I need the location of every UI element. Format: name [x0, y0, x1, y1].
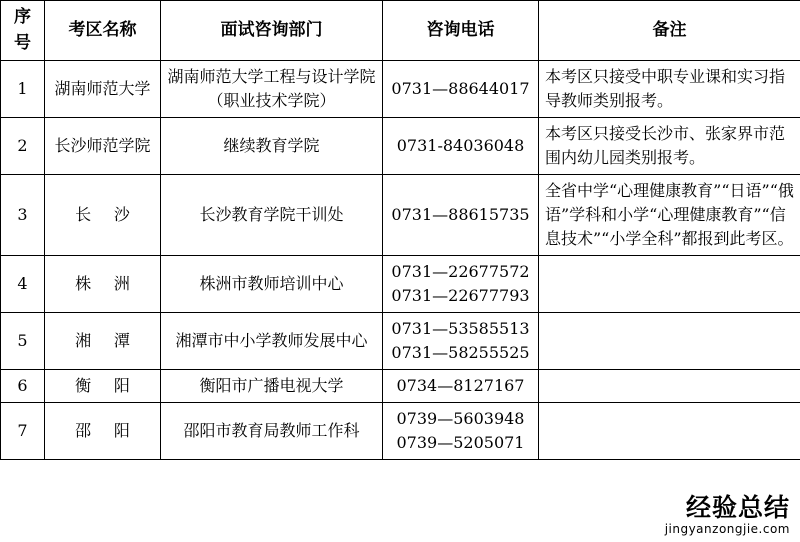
- table-header-row: [1, 1, 800, 61]
- cell-consult-department: 衡阳市广播电视大学: [161, 370, 383, 403]
- column-header-remark: 备注: [539, 1, 800, 61]
- phone-number: 0731—22677793: [391, 286, 530, 305]
- table-row: [1, 313, 800, 370]
- column-header-phone: 咨询电话: [383, 1, 539, 61]
- cell-remark: [539, 61, 800, 118]
- cell-consult-phone: [383, 61, 539, 118]
- phone-number: 0731—22677572: [391, 262, 530, 281]
- cell-remark: [539, 370, 800, 403]
- table-row: [1, 370, 800, 403]
- exam-area-label: 长 沙: [75, 205, 139, 224]
- cell-exam-area-name: [45, 313, 161, 370]
- cell-row-number: 1: [1, 61, 45, 118]
- cell-exam-area-name: 湖南师范大学: [45, 61, 161, 118]
- exam-area-label: 衡 阳: [75, 376, 139, 395]
- cell-consult-department: 株洲市教师培训中心: [161, 256, 383, 313]
- exam-area-label: 邵 阳: [75, 421, 139, 440]
- cell-row-number: 4: [1, 256, 45, 313]
- phone-number: 0731—58255525: [391, 343, 530, 362]
- cell-consult-department: 长沙教育学院干训处: [161, 175, 383, 256]
- cell-consult-department: 继续教育学院: [161, 118, 383, 175]
- watermark-main-text: 经验总结: [685, 492, 790, 522]
- cell-remark: [539, 175, 800, 256]
- cell-row-number: 3: [1, 175, 45, 256]
- column-header-area: 考区名称: [45, 1, 161, 61]
- exam-area-label: 株 洲: [75, 274, 139, 293]
- cell-row-number: 5: [1, 313, 45, 370]
- phone-number: 0731-84036048: [396, 136, 525, 155]
- phone-number: 0734—8127167: [396, 376, 525, 395]
- cell-consult-phone: [383, 118, 539, 175]
- cell-row-number: 7: [1, 403, 45, 460]
- phone-number: 0739—5205071: [396, 433, 525, 452]
- cell-exam-area-name: [45, 403, 161, 460]
- table-body: [1, 61, 800, 460]
- cell-remark: [539, 256, 800, 313]
- watermark: [664, 492, 790, 536]
- cell-consult-phone: [383, 256, 539, 313]
- cell-consult-phone: [383, 175, 539, 256]
- column-header-department: 面试咨询部门: [161, 1, 383, 61]
- table-row: [1, 403, 800, 460]
- watermark-sub-text: jingyanzongjie.com: [664, 522, 790, 536]
- table-header: [1, 1, 800, 61]
- phone-number: 0739—5603948: [396, 409, 525, 428]
- remark-text: 全省中学“心理健康教育”“日语”“俄语”学科和小学“心理健康教育”“信息技术”“小学全科”都报到此考区。: [545, 181, 794, 248]
- remark-text: 本考区只接受长沙市、张家界市范围内幼儿园类别报考。: [545, 124, 786, 167]
- phone-number: 0731—88615735: [391, 205, 530, 224]
- cell-row-number: 2: [1, 118, 45, 175]
- cell-consult-phone: [383, 370, 539, 403]
- cell-consult-phone: [383, 403, 539, 460]
- table-row: [1, 256, 800, 313]
- cell-remark: [539, 118, 800, 175]
- phone-number: 0731—88644017: [391, 79, 530, 98]
- cell-exam-area-name: 长沙师范学院: [45, 118, 161, 175]
- cell-row-number: 6: [1, 370, 45, 403]
- cell-remark: [539, 313, 800, 370]
- table-row: [1, 61, 800, 118]
- cell-consult-department: 湖南师范大学工程与设计学院（职业技术学院）: [161, 61, 383, 118]
- cell-exam-area-name: [45, 175, 161, 256]
- exam-area-label: 湘 潭: [75, 331, 139, 350]
- remark-text: 本考区只接受中职专业课和实习指导教师类别报考。: [545, 67, 786, 110]
- column-header-no: 序号: [1, 1, 45, 61]
- cell-exam-area-name: [45, 256, 161, 313]
- cell-consult-department: 湘潭市中小学教师发展中心: [161, 313, 383, 370]
- cell-consult-phone: [383, 313, 539, 370]
- cell-exam-area-name: [45, 370, 161, 403]
- cell-remark: [539, 403, 800, 460]
- table-row: [1, 175, 800, 256]
- table-row: [1, 118, 800, 175]
- cell-consult-department: 邵阳市教育局教师工作科: [161, 403, 383, 460]
- phone-number: 0731—53585513: [391, 319, 530, 338]
